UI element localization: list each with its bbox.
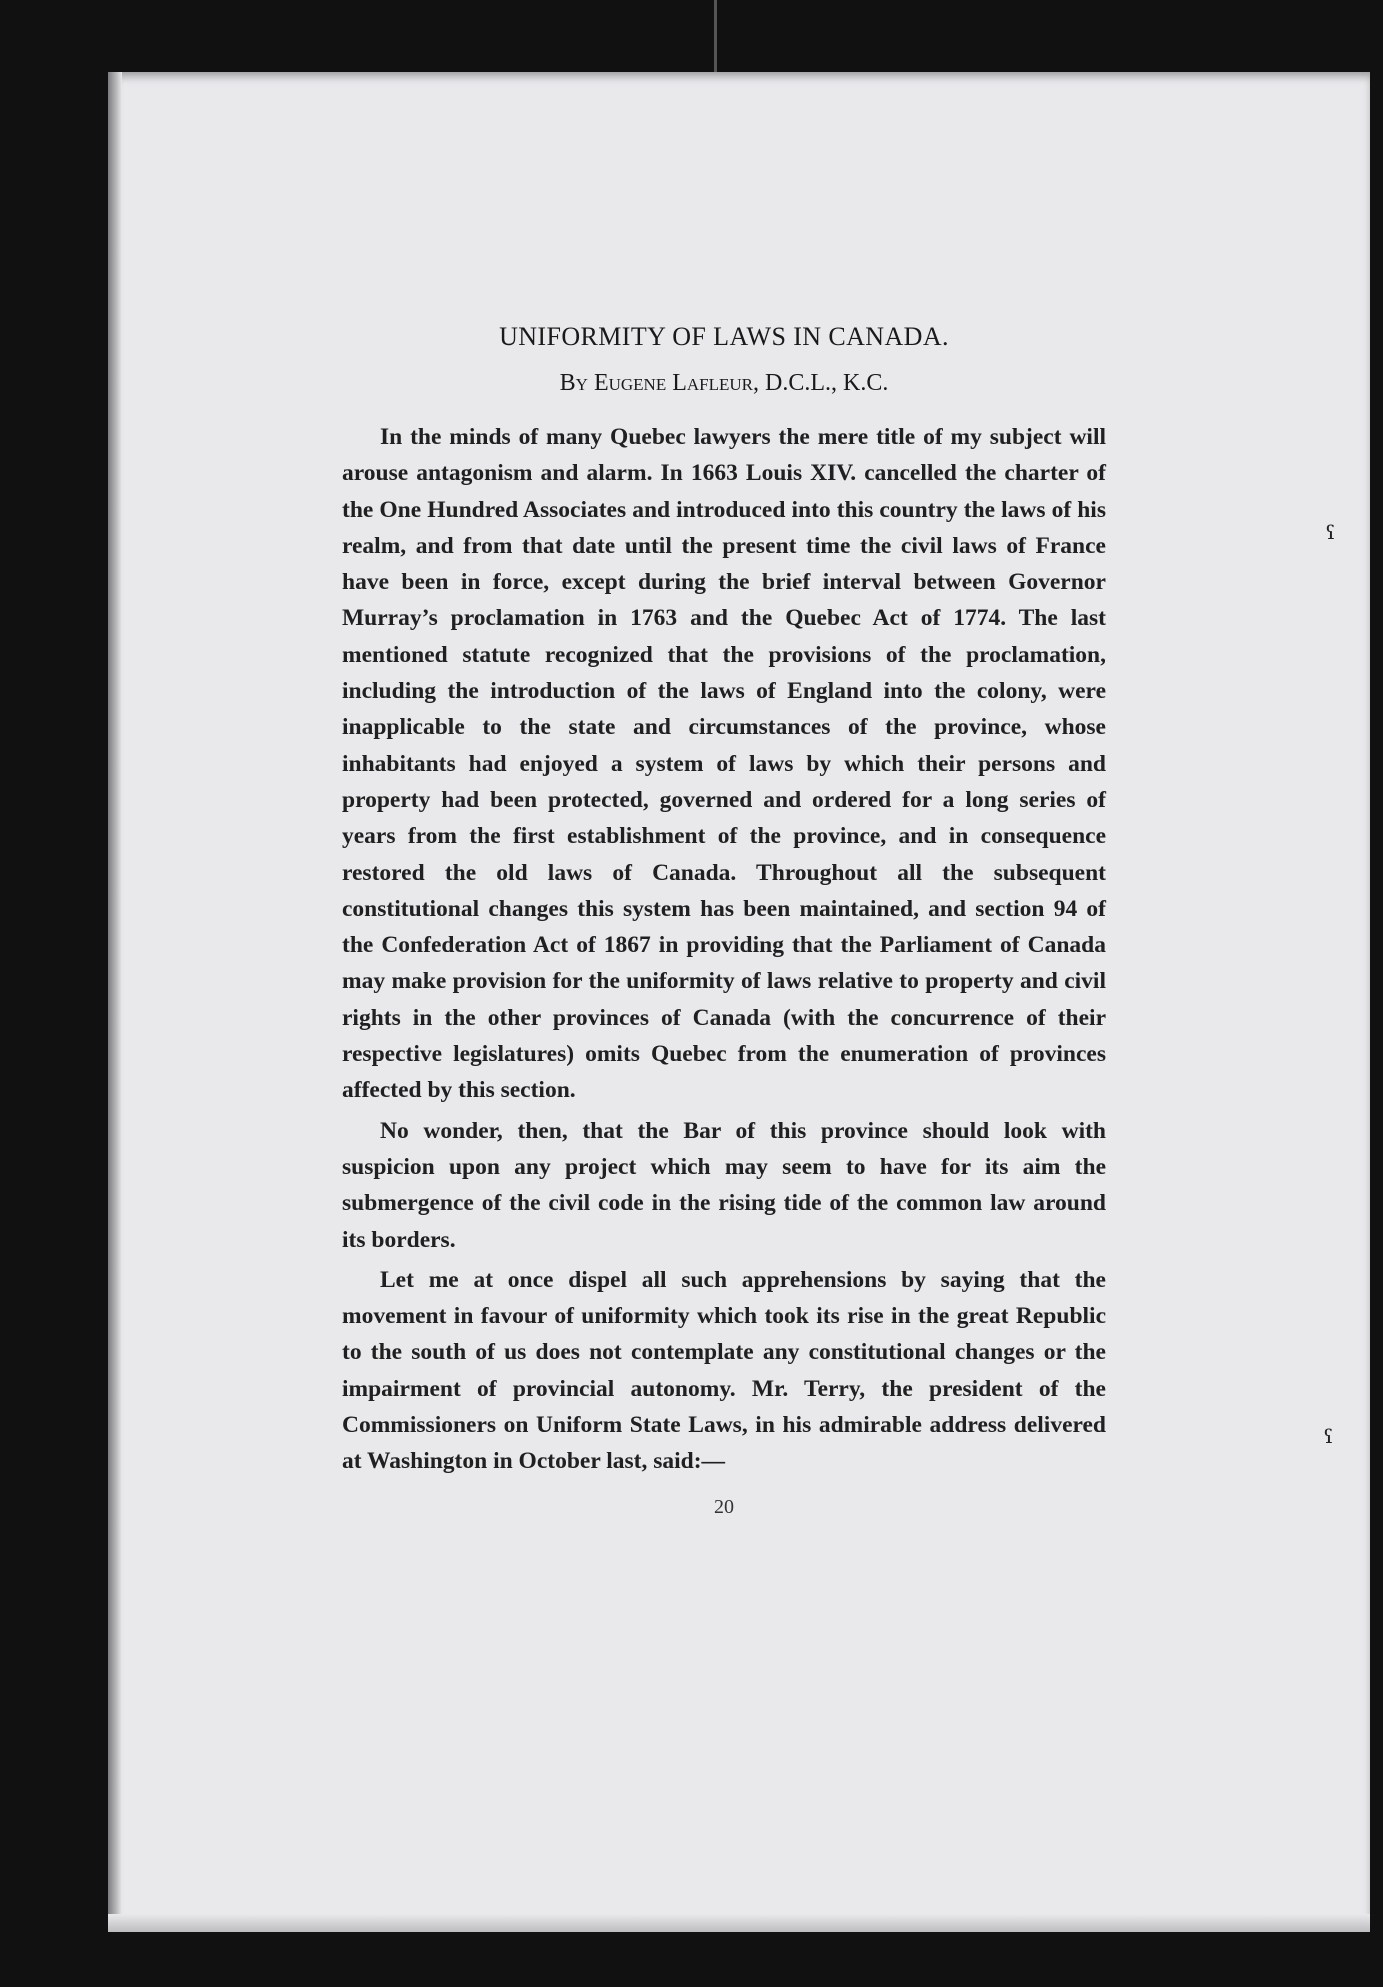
author-name: Eugene Lafleur [593,370,753,396]
scan-artifact-line [714,0,717,72]
page-binding-edge [108,72,122,1932]
page-number: 20 [714,1495,734,1518]
margin-scan-mark-upper: ˤ [1326,520,1336,560]
document-page [108,72,1370,1932]
margin-scan-mark-lower: ˤ [1324,1424,1334,1464]
paragraph-2: No wonder, then, that the Bar of this province should look with suspicion upon any project which may seem to have for its aim the submergence of the civil code in the rising tide of the common law around its borders. [342,1117,1106,1253]
article-body [342,252,1106,1519]
page-bottom-edge [108,1914,1370,1932]
author-credentials: , D.C.L., K.C. [753,370,889,396]
article-byline [342,370,1106,397]
byline-prefix: By [559,370,588,396]
paragraph-3: Let me at once dispel all such apprehensions by saying that the movement in favour of uniformity which took its rise in the great Republic to the south of us does not contemplate any constitutional changes or the impairment of provincial autonomy. Mr. Terry, the president of the Commissioners on Uniform State Laws, in his admirable address delivered at Washington in October last, said:— [342,1266,1106,1475]
paragraph-1: In the minds of many Quebec lawyers the mere title of my subject will arouse antagonism and alarm. In 1663 Louis XIV. cancelled the charter of the One Hundred Associates and introduced into this country the laws of his realm, and from that date until the present time the civil laws of France have been in force, except during the brief interval between Governor Murray’s proclamation in 1763 and the Quebec Act of 1774. The last mentioned statute recognized that the provisions of the proclamation, including the introduction of the laws of England into the colony, were inapplicable to the state and circumstances of the province, whose inhabitants had enjoyed a system of laws by which their persons and property had been protected, governed and ordered for a long series of years from the first establishment of the province, and in consequence restored the old laws of Canada. Throughout all the subsequent constitutional changes this system has been maintained, and section 94 of the Confederation Act of 1867 in providing that the Parliament of Canada may make provision for the uniformity of laws relative to property and civil rights in the other provinces of Canada (with the concurrence of their respective legislatures) omits Quebec from the enumeration of provinces affected by this section. [342,424,1106,1104]
article-title: UNIFORMITY OF LAWS IN CANADA. [499,322,949,351]
